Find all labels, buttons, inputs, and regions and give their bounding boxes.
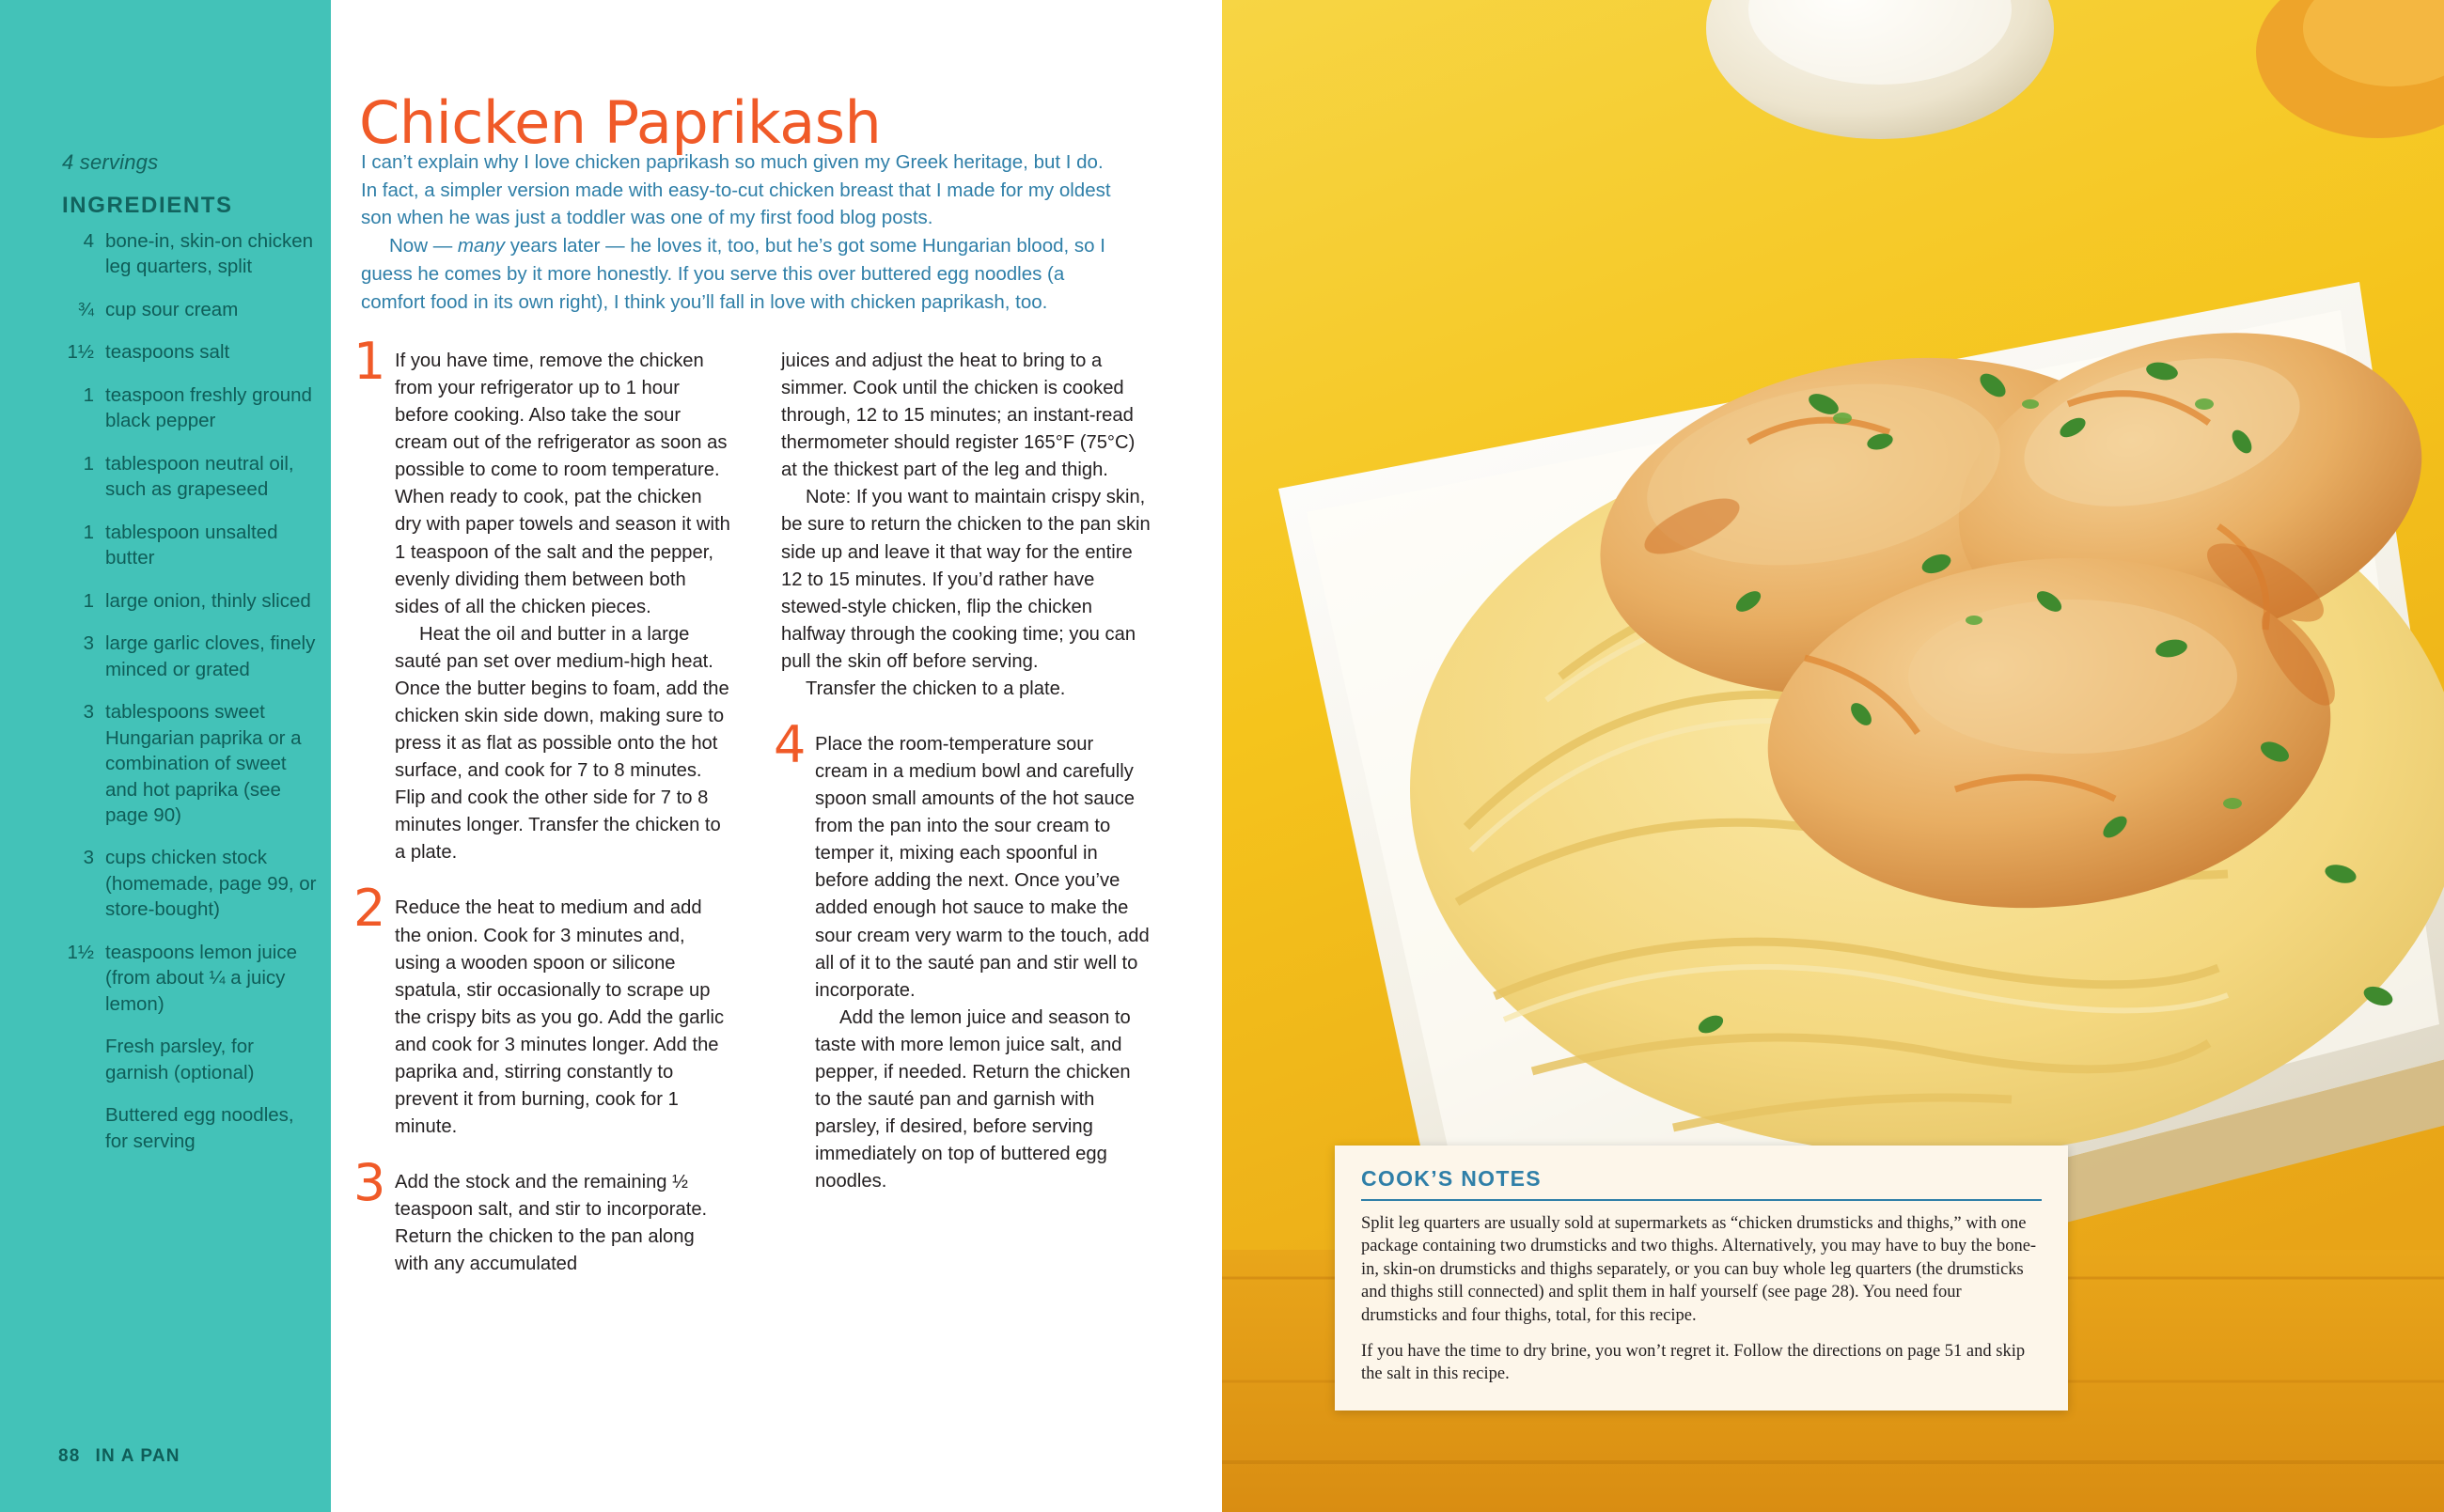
ingredient-item [56,1102,320,1154]
ingredient-item [56,588,320,614]
ingredient-item [56,228,320,280]
step-paragraph: juices and adjust the heat to bring to a simmer. Cook until the chicken is cooked through, 12 to 15 minutes; an instant-read thermometer should register 165°F (75°C) at the thickest part of the leg and thigh. [781,351,1136,481]
cooks-notes-divider [1361,1199,2042,1201]
cooks-notes-heading: COOK’S NOTES [1361,1166,1542,1191]
servings-label: 4 servings [62,150,159,174]
ingredient-quantity: 1 [83,521,94,543]
recipe-text-area [331,0,1222,1512]
ingredient-quantity: 1 [83,589,94,612]
ingredient-text: Buttered egg noodles, for serving [105,1104,294,1152]
ingredient-item [56,845,320,922]
ingredient-item [56,382,320,434]
ingredient-text: teaspoon freshly ground black pepper [105,383,312,432]
cooks-notes-box [1335,1146,2068,1411]
instruction-column-right [774,348,1151,1307]
ingredient-item [56,297,320,322]
step-continuation [781,348,1151,703]
ingredient-text: tablespoon neutral oil, such as grapeseed [105,452,294,501]
step-number: 1 [353,332,386,391]
ingredient-quantity: 1½ [67,941,94,963]
step-paragraph: Place the room-temperature sour cream in a medium bowl and carefully spoon small amounts of the hot sauce from the pan into the sour cream to temper it, mixing each spoonful in before adding the next. Once you’ve added enough hot sauce to make the sour cream very warm to the touch, add all of it to the sauté pan and stir well to incorporate. [815,734,1150,1001]
ingredients-heading: INGREDIENTS [62,193,233,218]
recipe-step [353,1153,730,1278]
ingredient-text: large onion, thinly sliced [105,589,311,612]
instruction-column-left [353,332,730,1307]
ingredient-quantity [56,1034,105,1085]
ingredient-quantity: 3 [83,847,94,869]
page-folio [58,1446,180,1467]
ingredient-quantity: 1 [83,452,94,475]
ingredient-item [56,451,320,503]
instruction-columns [353,332,1151,1307]
step-paragraph: Reduce the heat to medium and add the onion. Cook for 3 minutes and, using a wooden spoon or silicone spatula, stir occasionally to scrape up the crispy bits as you go. Add the garlic and cook for 3 minutes longer. Add the paprika and, stirring constantly to prevent it from burning, cook for 1 minute. [395,897,725,1138]
ingredient-item [56,699,320,828]
step-number: 4 [774,715,807,775]
ingredient-quantity: 4 [83,230,94,252]
headnote-paragraph: Now — many years later — he loves it, too, but he’s got some Hungarian blood, so I guess he comes by it more honestly. If you serve this over buttered egg noodles (a comfort food in its own right), I think you’ll fall in love with chicken paprikash, too. [361,235,1105,313]
step-paragraph: Note: If you want to maintain crispy skin, be sure to return the chicken to the pan skin side up and leave it that way for the entire 12 to 15 minutes. If you’d rather have stewed-style chicken, flip the chicken halfway through the cooking time; you can pull the skin off before serving. [781,487,1151,672]
ingredient-text: teaspoons lemon juice (from about ¼ a juicy lemon) [105,941,297,1015]
ingredient-item [56,520,320,571]
page-title: Chicken Paprikash [359,87,882,157]
ingredient-text: large garlic cloves, finely minced or grated [105,632,316,680]
ingredient-quantity [56,1102,105,1154]
recipe-headnote [361,148,1113,316]
ingredient-item [56,339,320,365]
step-paragraph: Add the stock and the remaining ½ teaspoon salt, and stir to incorporate. Return the chicken to the pan along with any accumulated [395,1172,708,1275]
ingredient-text: tablespoon unsalted butter [105,521,278,569]
ingredient-quantity: 1 [83,383,94,406]
step-paragraph: Add the lemon juice and season to taste with more lemon juice salt, and pepper, if needed. Return the chicken to the sauté pan and garnish with parsley, if desired, before serving immediately on top of buttered egg noodles. [815,1006,1131,1192]
step-number: 2 [353,879,386,939]
ingredient-item [56,940,320,1017]
ingredient-text: tablespoons sweet Hungarian paprika or a combination of sweet and hot paprika (see page 90) [105,701,302,826]
ingredients-list [56,228,320,1171]
recipe-step [774,715,1151,1195]
recipe-step [353,332,730,866]
folio-section: IN A PAN [95,1446,180,1466]
ingredient-quantity: 3 [83,701,94,724]
ingredient-item [56,1034,320,1085]
step-paragraph: Transfer the chicken to a plate. [806,678,1066,699]
ingredient-quantity: 1½ [67,341,94,364]
ingredient-quantity: ¾ [77,298,94,320]
ingredient-text: teaspoons salt [105,341,230,364]
cooks-notes-paragraph: Split leg quarters are usually sold at supermarkets as “chicken drumsticks and thighs,” with one package containing two drumsticks and two thighs. Alternatively, you may have to buy the bone-in, skin-on drumsticks and thighs separately, or you can buy whole leg quarters (the drumsticks and thighs still connected) and split them in half yourself (see page 28). You need four drumsticks and four thighs, total, for this recipe. [1361,1214,2037,1325]
headnote-paragraph: I can’t explain why I love chicken paprikash so much given my Greek heritage, but I do. In fact, a simpler version made with easy-to-cut chicken breast that I made for my oldest son when he was just a toddler was one of my first food blog posts. [361,151,1111,229]
ingredient-item [56,631,320,682]
step-paragraph: If you have time, remove the chicken from your refrigerator up to 1 hour before cooking. Also take the sour cream out of the refrigerator as soon as possible to come to room temperature. When ready to cook, pat the chicken dry with paper towels and season it with 1 teaspoon of the salt and the pepper, evenly dividing them between both sides of all the chicken pieces. [395,351,730,617]
step-number: 3 [353,1153,386,1213]
ingredient-text: Fresh parsley, for garnish (optional) [105,1036,255,1083]
cooks-notes-paragraph: If you have the time to dry brine, you won’t regret it. Follow the directions on page 51 and skip the salt in this recipe. [1361,1342,2026,1384]
ingredient-text: cups chicken stock (homemade, page 99, or store-bought) [105,847,317,921]
folio-number: 88 [58,1446,81,1466]
recipe-step [353,879,730,1141]
ingredient-text: bone-in, skin-on chicken leg quarters, split [105,230,314,278]
ingredients-sidebar [0,0,331,1512]
step-paragraph: Heat the oil and butter in a large sauté pan set over medium-high heat. Once the butter begins to foam, add the chicken skin side down, making sure to press it as flat as possible onto the hot surface, and cook for 7 to 8 minutes. Flip and cook the other side for 7 to 8 minutes longer. Transfer the chicken to a plate. [395,623,729,864]
ingredient-text: cup sour cream [105,298,239,320]
ingredient-quantity: 3 [83,632,94,655]
